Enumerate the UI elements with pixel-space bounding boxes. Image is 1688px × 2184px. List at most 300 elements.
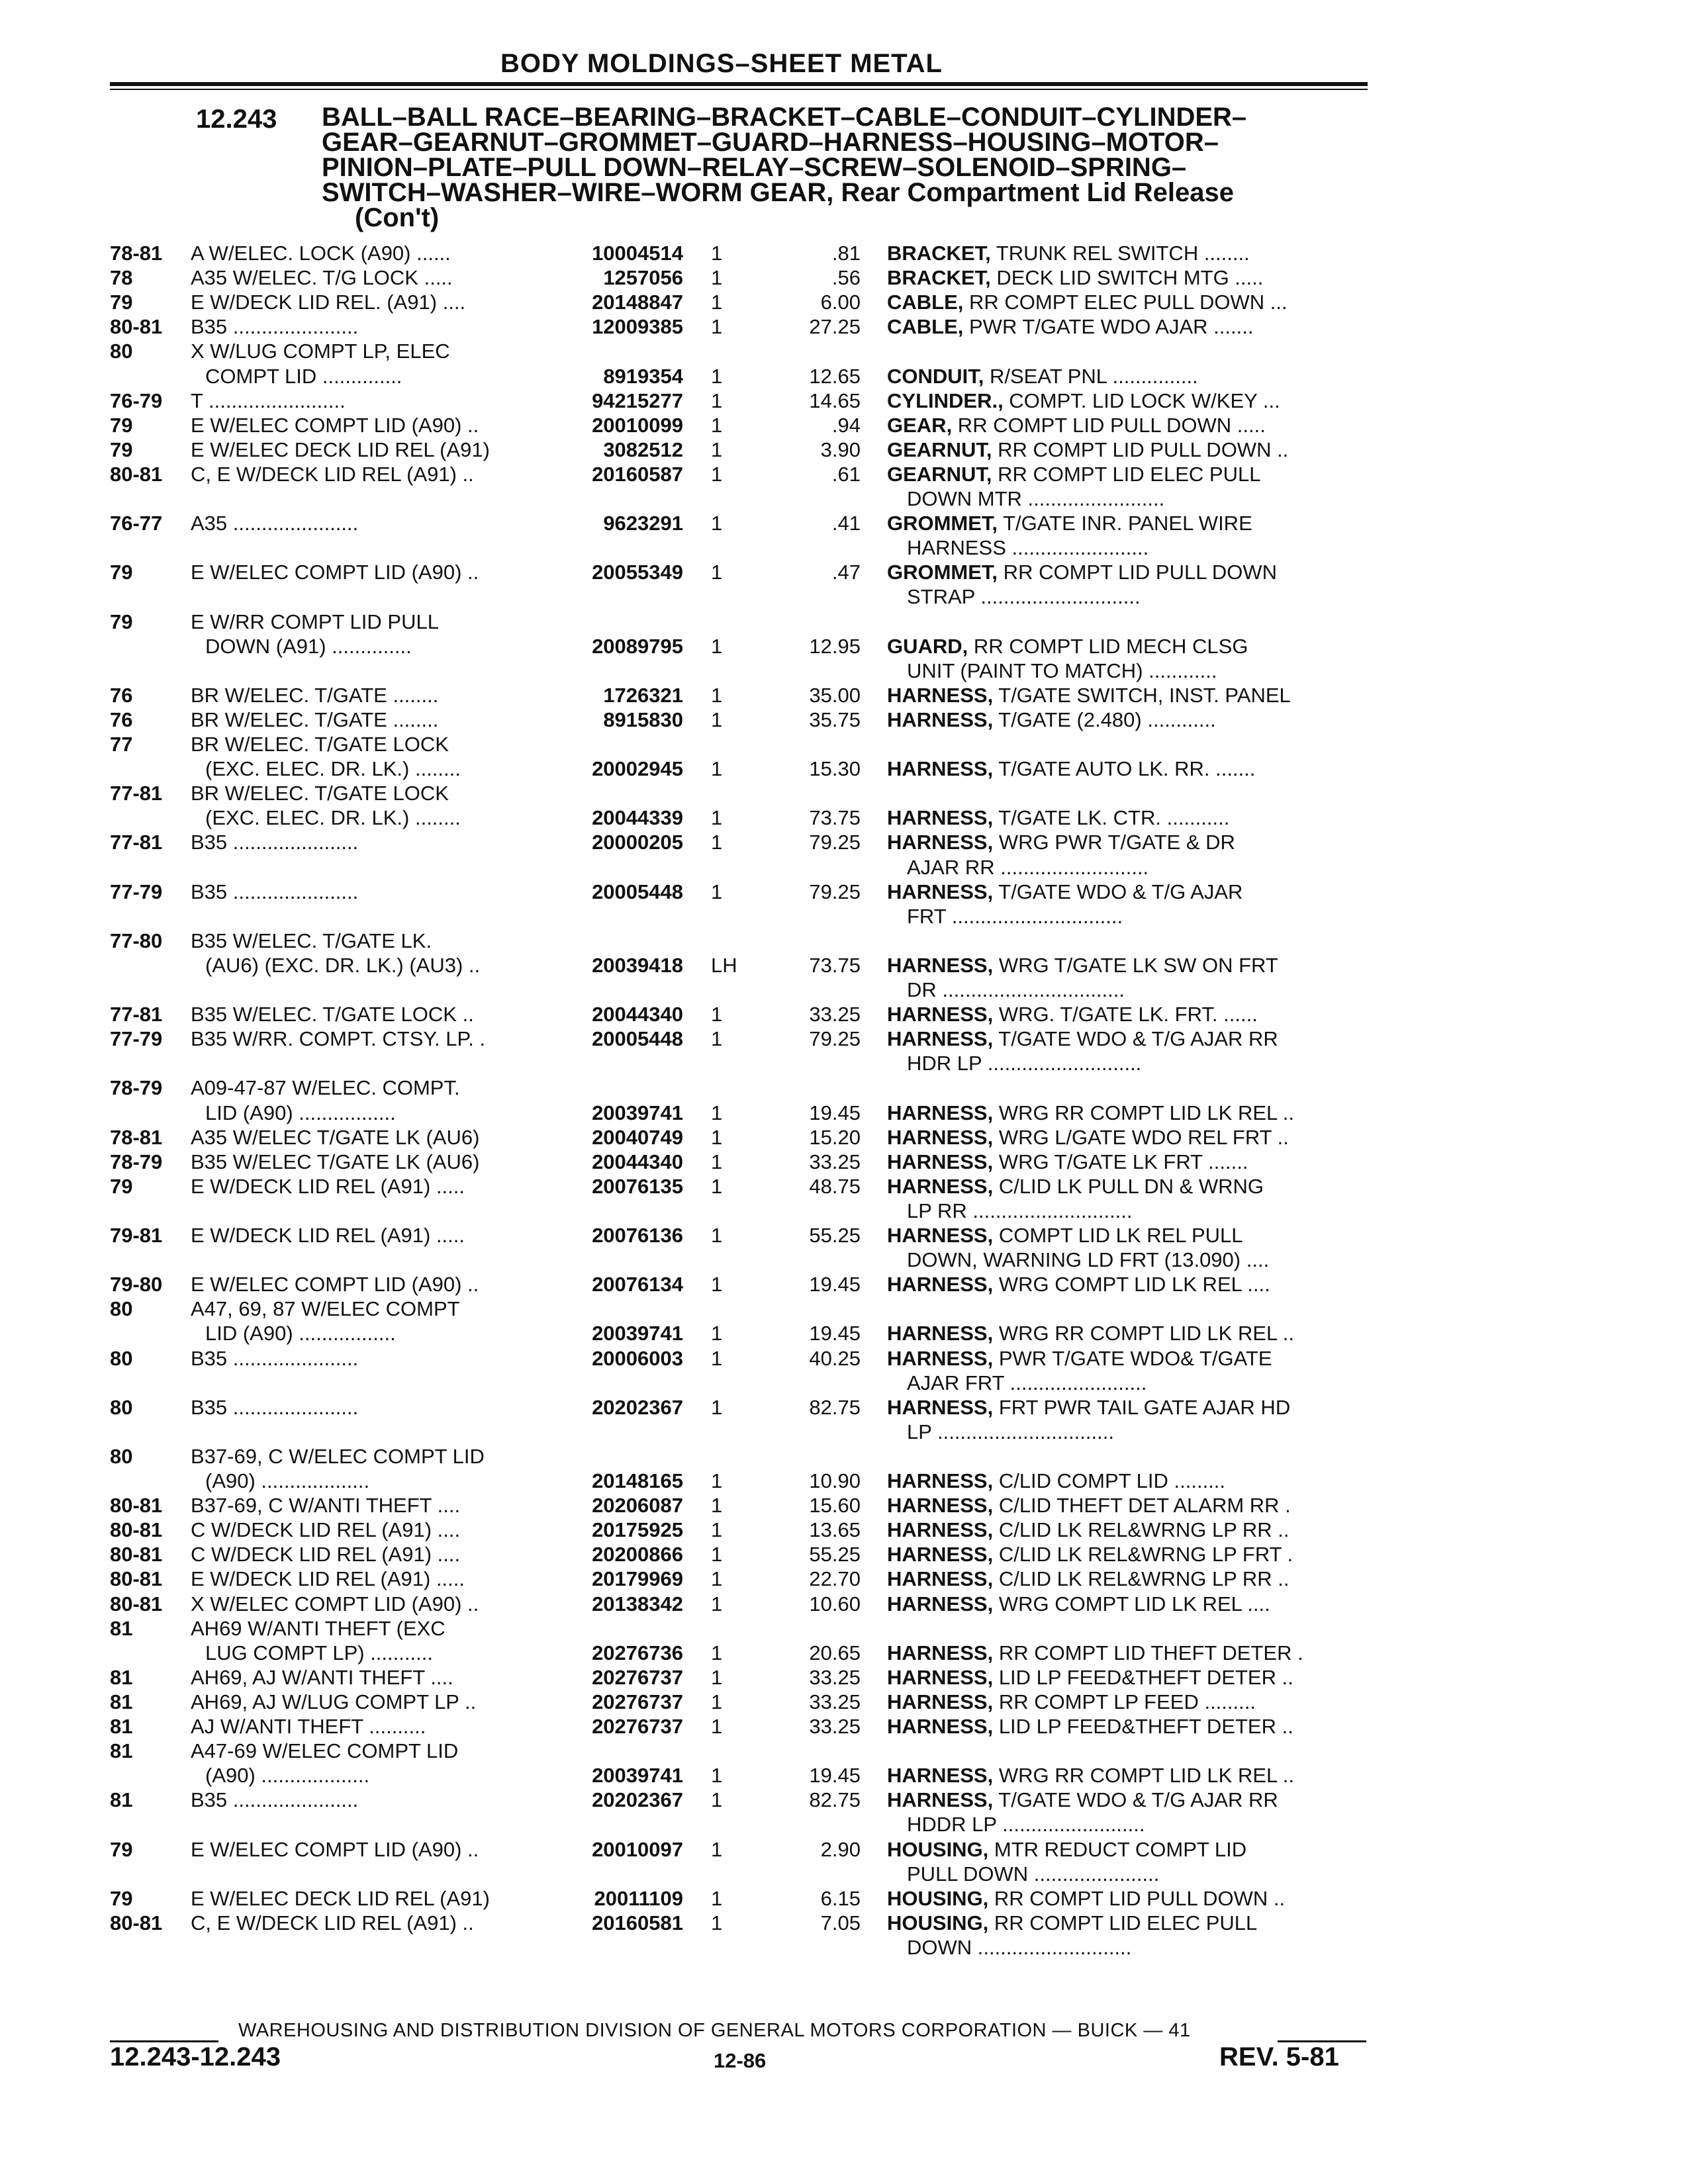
table-row: [0, 1248, 1688, 1273]
price: 40.25: [809, 1346, 861, 1370]
part-name: [887, 314, 1253, 339]
model-year: 76: [110, 683, 133, 707]
part-number: 20076134: [592, 1273, 683, 1297]
part-name: [887, 560, 1277, 584]
part-name-detail: PWR T/GATE WDO AJAR .......: [963, 315, 1254, 339]
part-name: [887, 1026, 1278, 1051]
model-description: DOWN (A91) ..............: [205, 634, 412, 658]
part-name-keyword: HARNESS,: [887, 1469, 994, 1492]
footer-section-range: 12.243-12.243: [110, 2042, 281, 2071]
quantity: 1: [711, 1665, 723, 1689]
section-title-line: (Con't): [355, 203, 440, 232]
part-name-detail: WRG COMPT LID LK REL ....: [993, 1273, 1270, 1297]
part-name: [887, 364, 1198, 388]
table-row: [0, 1002, 1688, 1027]
part-name-detail: C/LID LK REL&WRNG LP RR ..: [993, 1567, 1289, 1591]
part-name-detail: RR COMPT LID MECH CLSG: [968, 634, 1248, 658]
table-row: [0, 1272, 1688, 1297]
model-description: T ........................: [191, 388, 346, 412]
part-number: 1257056: [603, 266, 683, 290]
model-description: B37-69, C W/ELEC COMPT LID: [191, 1444, 485, 1468]
table-row: [0, 1469, 1688, 1494]
quantity: 1: [711, 1174, 723, 1198]
model-description: B35 ......................: [191, 315, 359, 339]
model-year: 81: [110, 1715, 133, 1738]
table-row: [0, 904, 1688, 929]
model-description: C W/DECK LID REL (A91) ....: [191, 1543, 461, 1567]
part-number: 10004514: [592, 242, 683, 265]
part-name-detail: WRG RR COMPT LID LK REL ..: [993, 1101, 1294, 1124]
part-number: 8915830: [603, 707, 683, 731]
quantity: 1: [711, 1764, 723, 1788]
part-name: [887, 1518, 1289, 1542]
part-name-detail: RR COMPT LID PULL DOWN .....: [952, 413, 1266, 437]
part-name-detail: T/GATE LK. CTR. ...........: [993, 806, 1230, 830]
model-year: 79: [110, 437, 133, 461]
quantity: 1: [711, 1592, 723, 1615]
price: 10.60: [809, 1592, 861, 1615]
part-name-keyword: HARNESS,: [887, 1494, 994, 1518]
part-name-keyword: CONDUIT,: [887, 364, 984, 388]
model-description: E W/DECK LID REL. (A91) ....: [191, 291, 466, 314]
model-description: E W/ELEC COMPT LID (A90) ..: [191, 561, 479, 584]
quantity: 1: [711, 1690, 723, 1713]
price: 33.25: [809, 1715, 861, 1738]
price: 48.75: [809, 1174, 861, 1198]
model-year: 79-80: [110, 1273, 163, 1297]
model-description: A35 W/ELEC. T/G LOCK .....: [191, 266, 453, 290]
part-name-detail: WRG PWR T/GATE & DR: [993, 831, 1235, 854]
part-name-keyword: GEAR,: [887, 413, 953, 437]
part-number: 12009385: [592, 315, 683, 339]
table-row: [0, 1714, 1688, 1739]
model-description: BR W/ELEC. T/GATE ........: [191, 707, 439, 731]
part-name-keyword: HARNESS,: [887, 1788, 994, 1812]
part-name-keyword: BRACKET,: [887, 242, 991, 265]
part-name-detail: PWR T/GATE WDO& T/GATE: [993, 1346, 1272, 1370]
table-row: [0, 290, 1688, 315]
part-name: [887, 1763, 1294, 1788]
part-number: 20044339: [592, 806, 683, 830]
part-name: [887, 634, 1248, 659]
table-row: [0, 634, 1688, 659]
part-number: 94215277: [592, 388, 683, 412]
table-row: [0, 1199, 1688, 1224]
quantity: 1: [711, 291, 723, 314]
part-name-keyword: HARNESS,: [887, 1543, 994, 1567]
part-name-keyword: HARNESS,: [887, 707, 994, 731]
part-name: [907, 904, 1123, 929]
price: 19.45: [809, 1322, 861, 1345]
model-description: E W/DECK LID REL (A91) .....: [191, 1224, 465, 1247]
part-name-keyword: HARNESS,: [887, 683, 994, 707]
footer-revision: REV. 5-81: [1219, 2042, 1339, 2071]
model-description: A47, 69, 87 W/ELEC COMPT: [191, 1297, 460, 1321]
part-number: 20148165: [592, 1469, 683, 1492]
part-name-detail: RR COMPT ELEC PULL DOWN ...: [963, 291, 1288, 314]
quantity: 1: [711, 1346, 723, 1370]
part-number: 20010099: [592, 413, 683, 437]
model-description: E W/ELEC COMPT LID (A90) ..: [191, 1837, 479, 1861]
header-rule-thin: [110, 89, 1368, 90]
table-row: [0, 978, 1688, 1003]
quantity: 1: [711, 1125, 723, 1149]
part-name-detail: DR ................................: [907, 978, 1125, 1001]
part-number: 20202367: [592, 1788, 683, 1812]
quantity: 1: [711, 806, 723, 830]
part-number: 20206087: [592, 1494, 683, 1518]
model-year: 79: [110, 1837, 133, 1861]
part-number: 20005448: [592, 1027, 683, 1051]
part-number: 20039741: [592, 1764, 683, 1788]
table-row: [0, 1444, 1688, 1469]
part-name: [887, 1665, 1293, 1690]
table-row: [0, 1371, 1688, 1396]
price: .94: [831, 413, 861, 437]
price: 33.25: [809, 1150, 861, 1173]
table-row: [0, 1051, 1688, 1076]
table-row: [0, 732, 1688, 757]
table-row: [0, 1026, 1688, 1052]
part-name-detail: RR COMPT LID ELEC PULL: [988, 1911, 1258, 1934]
model-year: 79: [110, 291, 133, 314]
page-title: BODY MOLDINGS–SHEET METAL: [500, 49, 943, 78]
quantity: 1: [711, 1567, 723, 1591]
part-name-keyword: HARNESS,: [887, 1224, 994, 1247]
part-number: 20006003: [592, 1346, 683, 1370]
part-name-keyword: HARNESS,: [887, 1150, 994, 1173]
part-name: [887, 830, 1235, 854]
model-year: 77-79: [110, 880, 163, 903]
part-name-detail: RR COMPT LID ELEC PULL: [992, 462, 1261, 486]
part-name: [887, 1272, 1270, 1297]
part-name-keyword: HARNESS,: [887, 757, 994, 781]
quantity: 1: [711, 634, 723, 658]
table-row: [0, 1567, 1688, 1592]
quantity: 1: [711, 1518, 723, 1542]
quantity: 1: [711, 1395, 723, 1419]
table-row: [0, 1321, 1688, 1346]
part-name-keyword: HARNESS,: [887, 806, 994, 830]
part-name-keyword: HARNESS,: [887, 1125, 994, 1149]
model-description: C W/DECK LID REL (A91) ....: [191, 1518, 461, 1542]
model-description: B35 ......................: [191, 831, 359, 854]
part-name-detail: HDDR LP .........................: [907, 1813, 1145, 1837]
table-row: [0, 953, 1688, 978]
part-name: [907, 1935, 1131, 1960]
part-name: [887, 1346, 1272, 1371]
part-name: [907, 1248, 1269, 1272]
part-number: 20039741: [592, 1322, 683, 1345]
part-name: [887, 1911, 1257, 1935]
part-name: [887, 437, 1288, 462]
part-name-detail: AJAR FRT ........................: [907, 1371, 1147, 1394]
model-year: 80-81: [110, 1911, 163, 1934]
table-row: [0, 1420, 1688, 1445]
part-name: [907, 1199, 1133, 1223]
part-name-detail: DOWN ...........................: [907, 1935, 1132, 1959]
part-name-detail: COMPT LID LK REL PULL: [993, 1224, 1243, 1247]
model-description: B35 ......................: [191, 1346, 359, 1370]
part-name-detail: MTR REDUCT COMPT LID: [988, 1837, 1247, 1861]
part-number: 20044340: [592, 1003, 683, 1026]
part-name-detail: DECK LID SWITCH MTG .....: [990, 266, 1264, 290]
quantity: 1: [711, 1494, 723, 1518]
table-row: [0, 683, 1688, 708]
part-name-detail: AJAR RR ..........................: [907, 855, 1149, 879]
part-name-detail: T/GATE AUTO LK. RR. .......: [993, 757, 1256, 781]
part-name: [907, 659, 1217, 683]
part-name-detail: C/LID LK REL&WRNG LP RR ..: [993, 1518, 1289, 1542]
table-row: [0, 1763, 1688, 1788]
part-name-detail: WRG L/GATE WDO REL FRT ..: [993, 1125, 1289, 1149]
part-name: [907, 1420, 1114, 1444]
table-row: [0, 339, 1688, 364]
price: 19.45: [809, 1273, 861, 1297]
part-name: [887, 1641, 1303, 1665]
model-year: 79-81: [110, 1224, 163, 1247]
quantity: 1: [711, 1273, 723, 1297]
part-name-keyword: HARNESS,: [887, 1174, 994, 1198]
model-description: BR W/ELEC. T/GATE LOCK: [191, 782, 449, 805]
part-name-keyword: BRACKET,: [887, 266, 991, 290]
model-description: A35 W/ELEC T/GATE LK (AU6): [191, 1125, 480, 1149]
table-row: [0, 830, 1688, 855]
part-name: [887, 1690, 1256, 1714]
table-row: [0, 781, 1688, 806]
model-year: 76-79: [110, 388, 163, 412]
table-row: [0, 1346, 1688, 1371]
table-row: [0, 610, 1688, 635]
table-row: [0, 364, 1688, 389]
part-name-detail: C/LID THEFT DET ALARM RR .: [993, 1494, 1291, 1518]
model-year: 79: [110, 561, 133, 584]
price: 79.25: [809, 1027, 861, 1051]
model-description: COMPT LID ..............: [205, 364, 402, 388]
part-name-keyword: HARNESS,: [887, 1567, 994, 1591]
model-year: 81: [110, 1739, 133, 1763]
model-description: E W/ELEC COMPT LID (A90) ..: [191, 413, 479, 437]
table-row: [0, 413, 1688, 438]
part-name-keyword: HARNESS,: [887, 1715, 994, 1738]
price: 35.00: [809, 683, 861, 707]
model-year: 79: [110, 1174, 133, 1198]
part-name-keyword: HARNESS,: [887, 880, 994, 903]
quantity: 1: [711, 1224, 723, 1247]
model-year: 76: [110, 707, 133, 731]
part-name-detail: T/GATE INR. PANEL WIRE: [998, 512, 1252, 535]
part-name: [887, 1837, 1246, 1862]
model-year: 81: [110, 1788, 133, 1812]
quantity: 1: [711, 1788, 723, 1812]
part-number: 20138342: [592, 1592, 683, 1615]
table-row: [0, 1493, 1688, 1518]
model-description: E W/RR COMPT LID PULL: [191, 610, 439, 633]
table-row: [0, 241, 1688, 266]
table-row: [0, 486, 1688, 512]
table-row: [0, 1297, 1688, 1322]
part-name: [887, 265, 1263, 290]
price: 22.70: [809, 1567, 861, 1591]
table-row: [0, 880, 1688, 905]
price: 15.60: [809, 1494, 861, 1518]
part-name: [887, 1002, 1258, 1026]
part-name-keyword: HARNESS,: [887, 1764, 994, 1788]
part-number: 20011109: [594, 1886, 683, 1910]
table-row: [0, 855, 1688, 880]
price: 15.20: [809, 1125, 861, 1149]
part-number: 20005448: [592, 880, 683, 903]
part-name: [887, 1493, 1291, 1518]
part-number: 20000205: [592, 831, 683, 854]
price: 82.75: [809, 1788, 861, 1812]
part-name-keyword: HARNESS,: [887, 1027, 994, 1051]
part-number: 20179969: [592, 1567, 683, 1591]
model-year: 78-79: [110, 1076, 163, 1100]
model-description: A35 ......................: [191, 512, 359, 535]
part-name-keyword: GUARD,: [887, 634, 968, 658]
part-name: [907, 1051, 1141, 1075]
part-name-keyword: HARNESS,: [887, 1322, 994, 1345]
model-description: (EXC. ELEC. DR. LK.) ........: [205, 806, 461, 830]
part-name-keyword: HARNESS,: [887, 1101, 994, 1124]
price: 2.90: [820, 1837, 861, 1861]
model-description: AH69, AJ W/LUG COMPT LP ..: [191, 1690, 477, 1713]
part-name-detail: T/GATE WDO & T/G AJAR RR: [993, 1027, 1278, 1051]
price: .81: [831, 242, 861, 265]
quantity: LH: [711, 953, 737, 977]
table-row: [0, 437, 1688, 463]
quantity: 1: [711, 1322, 723, 1345]
part-name-detail: LID LP FEED&THEFT DETER ..: [993, 1715, 1293, 1738]
part-name-detail: C/LID LK REL&WRNG LP FRT .: [993, 1543, 1293, 1567]
part-name-detail: LP RR ............................: [907, 1199, 1133, 1222]
section-title-line: PINION–PLATE–PULL DOWN–RELAY–SCREW–SOLENOID–SPRING–: [322, 153, 1187, 182]
table-row: [0, 1935, 1688, 1960]
table-row: [0, 584, 1688, 610]
price: 79.25: [809, 831, 861, 854]
quantity: 1: [711, 512, 723, 535]
part-name: [887, 1395, 1290, 1420]
footer-text: WAREHOUSING AND DISTRIBUTION DIVISION OF GENERAL MOTORS CORPORATION — BUICK — 41: [238, 2020, 1191, 2041]
model-year: 81: [110, 1665, 133, 1689]
part-name-keyword: CYLINDER.,: [887, 388, 1004, 412]
model-year: 80-81: [110, 1567, 163, 1591]
table-row: [0, 1665, 1688, 1690]
part-name-detail: DOWN, WARNING LD FRT (13.090) ....: [907, 1248, 1270, 1272]
part-name-detail: C/LID COMPT LID .........: [993, 1469, 1226, 1492]
part-name: [887, 1886, 1285, 1911]
model-year: 76-77: [110, 512, 163, 535]
part-name-detail: RR COMPT LP FEED .........: [993, 1690, 1256, 1713]
part-name-keyword: HARNESS,: [887, 953, 994, 977]
quantity: 1: [711, 1101, 723, 1124]
table-row: [0, 1592, 1688, 1617]
model-description: A09-47-87 W/ELEC. COMPT.: [191, 1076, 460, 1100]
table-row: [0, 1174, 1688, 1199]
part-number: 20044340: [592, 1150, 683, 1173]
part-name-detail: T/GATE SWITCH, INST. PANEL: [993, 683, 1291, 707]
price: 20.65: [809, 1641, 861, 1664]
table-row: [0, 929, 1688, 954]
price: 33.25: [809, 1690, 861, 1713]
part-name: [887, 388, 1280, 413]
model-year: 77-81: [110, 831, 163, 854]
part-name: [887, 1223, 1243, 1248]
model-description: B35 ......................: [191, 1395, 359, 1419]
part-name-detail: FRT PWR TAIL GATE AJAR HD: [993, 1395, 1291, 1419]
model-description: E W/DECK LID REL (A91) .....: [191, 1567, 465, 1591]
model-year: 80: [110, 1297, 133, 1321]
part-number: 20276737: [592, 1665, 683, 1689]
table-row: [0, 265, 1688, 291]
table-row: [0, 388, 1688, 414]
model-year: 80: [110, 1346, 133, 1370]
model-description: (A90) ...................: [205, 1764, 370, 1788]
model-year: 80-81: [110, 462, 163, 486]
part-name-detail: WRG. T/GATE LK. FRT. ......: [993, 1003, 1258, 1026]
model-description: X W/ELEC COMPT LID (A90) ..: [191, 1592, 479, 1615]
table-row: [0, 1911, 1688, 1936]
price: 19.45: [809, 1101, 861, 1124]
quantity: 1: [711, 1003, 723, 1026]
model-year: 81: [110, 1690, 133, 1713]
table-row: [0, 1150, 1688, 1175]
model-description: AJ W/ANTI THEFT ..........: [191, 1715, 426, 1738]
table-row: [0, 659, 1688, 684]
part-number: 20089795: [592, 634, 683, 658]
part-name: [887, 1101, 1294, 1125]
quantity: 1: [711, 1469, 723, 1492]
part-name: [887, 241, 1250, 265]
part-name-keyword: CABLE,: [887, 315, 964, 339]
part-name-keyword: HOUSING,: [887, 1837, 989, 1861]
quantity: 1: [711, 388, 723, 412]
price: 3.90: [820, 437, 861, 461]
table-row: [0, 707, 1688, 733]
part-name-keyword: HARNESS,: [887, 1690, 994, 1713]
quantity: 1: [711, 1027, 723, 1051]
part-name: [887, 707, 1216, 732]
quantity: 1: [711, 1837, 723, 1861]
quantity: 1: [711, 1715, 723, 1738]
price: 13.65: [809, 1518, 861, 1542]
price: .47: [831, 561, 861, 584]
table-row: [0, 1812, 1688, 1837]
part-name-keyword: HOUSING,: [887, 1911, 989, 1934]
quantity: 1: [711, 757, 723, 781]
part-name-detail: PULL DOWN ......................: [907, 1862, 1160, 1886]
quantity: 1: [711, 561, 723, 584]
part-name-keyword: HARNESS,: [887, 1592, 994, 1615]
table-row: [0, 1862, 1688, 1887]
price: 6.15: [820, 1886, 861, 1910]
model-description: AH69 W/ANTI THEFT (EXC: [191, 1616, 445, 1640]
quantity: 1: [711, 1150, 723, 1173]
model-description: A W/ELEC. LOCK (A90) ......: [191, 242, 451, 265]
part-name-detail: UNIT (PAINT TO MATCH) ............: [907, 659, 1217, 682]
model-description: LID (A90) .................: [205, 1322, 396, 1345]
part-name-keyword: HOUSING,: [887, 1886, 989, 1910]
part-name: [907, 1862, 1159, 1886]
model-description: C, E W/DECK LID REL (A91) ..: [191, 1911, 474, 1934]
part-name-detail: LID LP FEED&THEFT DETER ..: [993, 1665, 1293, 1689]
part-number: 20010097: [592, 1837, 683, 1861]
section-title-line: GEAR–GEARNUT–GROMMET–GUARD–HARNESS–HOUSING–MOTOR–: [322, 128, 1219, 157]
part-name-detail: T/GATE WDO & T/G AJAR RR: [993, 1788, 1278, 1812]
quantity: 1: [711, 1543, 723, 1567]
part-name: [907, 535, 1149, 560]
